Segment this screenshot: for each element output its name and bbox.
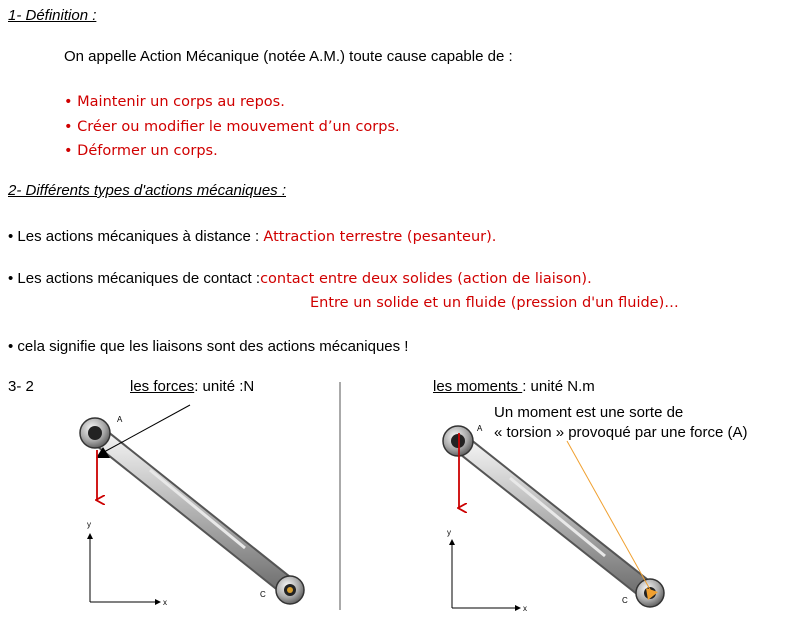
forces-unit: : unité :N [194, 378, 255, 395]
axis-y-label-right: y [447, 528, 451, 537]
point-c-right: C [622, 596, 628, 605]
contact-value-2: Entre un solide et un fluide (pression d'un fluide)… [310, 295, 679, 311]
point-c-left: C [260, 590, 266, 599]
point-a-left: A [117, 415, 123, 424]
moment-description-1: Un moment est une sorte de [494, 404, 684, 421]
forces-label: les forces [130, 378, 195, 395]
section1-heading: 1- Définition : [8, 7, 97, 24]
definition-item-2: • Créer ou modifier le mouvement d’un corps. [64, 119, 400, 135]
axis-x-label-left: x [163, 598, 167, 607]
section3-number: 3- 2 [8, 378, 34, 395]
label-pointer-left [104, 405, 190, 452]
moments-unit: : unité N.m [522, 378, 595, 395]
distance-label: • Les actions mécaniques à distance : [8, 228, 264, 245]
contact-value-1: contact entre deux solides (action de liaison). [260, 271, 592, 287]
moment-description-2: « torsion » provoqué par une force (A) [494, 424, 748, 441]
point-a-right: A [477, 424, 483, 433]
liaison-note: • cela signifie que les liaisons sont des actions mécaniques ! [8, 338, 409, 355]
moments-label: les moments [433, 378, 523, 395]
axis-y-label-left: y [87, 520, 91, 529]
wrench-left [80, 418, 304, 604]
definition-text: On appelle Action Mécanique (notée A.M.) toute cause capable de : [64, 48, 513, 65]
wrench-right [443, 426, 664, 607]
axis-x-label-right: x [523, 604, 527, 613]
definition-item-3: • Déformer un corps. [64, 143, 218, 159]
section2-heading: 2- Différents types d'actions mécaniques : [8, 182, 286, 199]
distance-value: Attraction terrestre (pesanteur). [263, 229, 497, 245]
contact-label: • Les actions mécaniques de contact : [8, 270, 261, 287]
definition-item-1: • Maintenir un corps au repos. [64, 94, 285, 110]
